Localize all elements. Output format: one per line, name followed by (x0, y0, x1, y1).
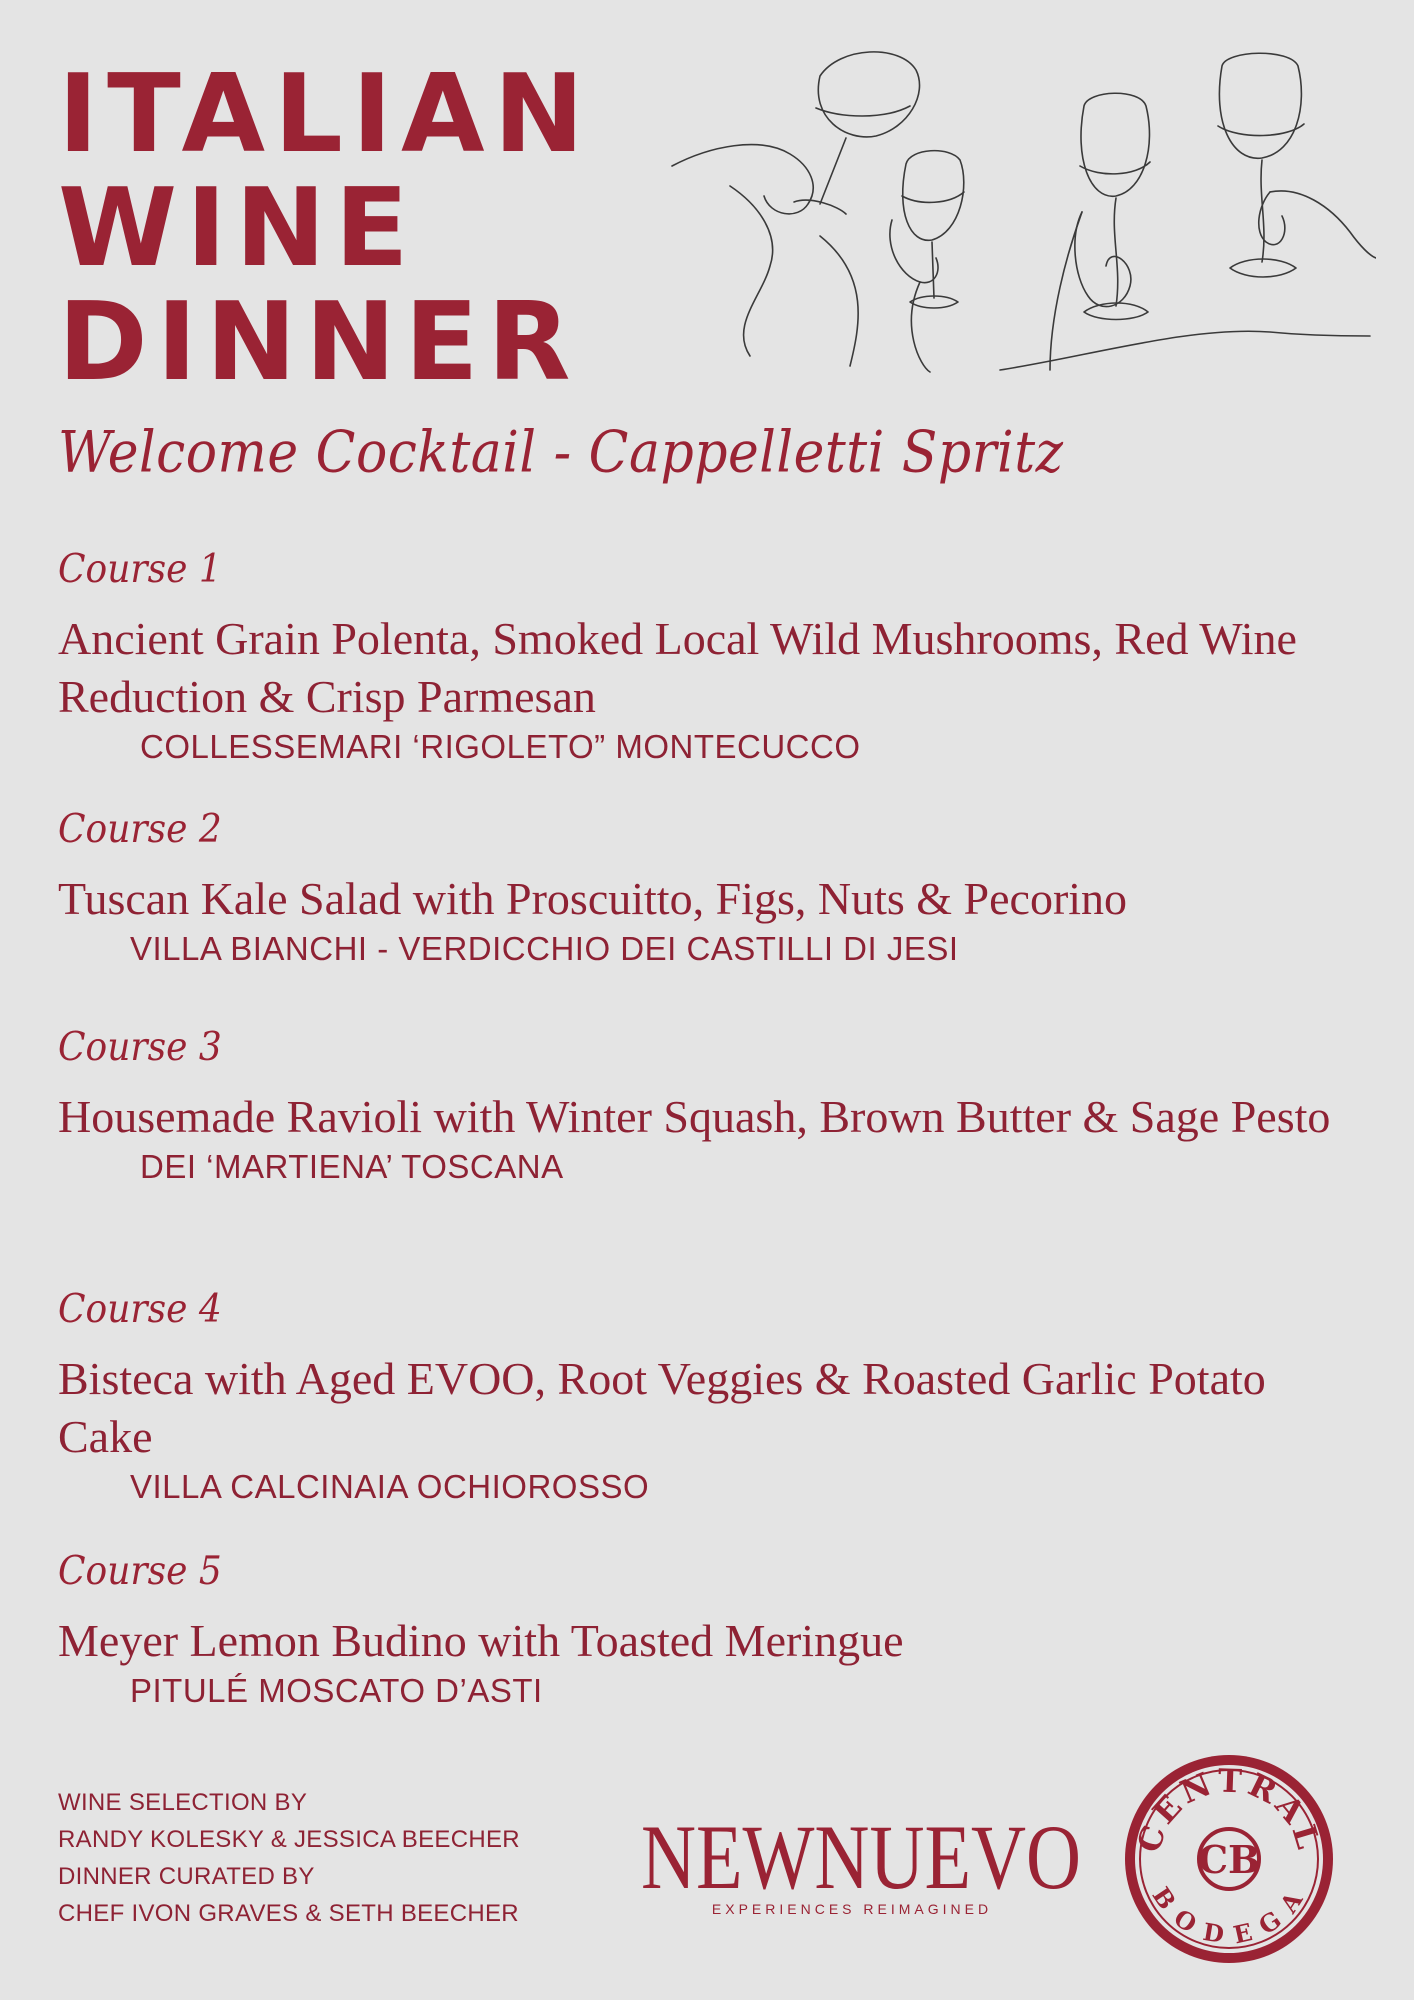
course-label: Course 3 (58, 1024, 222, 1070)
menu-title (58, 52, 594, 405)
credits-line: WINE SELECTION BY (58, 1789, 308, 1816)
credits-line: CHEF IVON GRAVES & SETH BEECHER (58, 1900, 519, 1927)
course-dish: Housemade Ravioli with Winter Squash, Brown Butter & Sage Pesto (58, 1091, 1331, 1142)
course-wine: COLLESSEMARI ‘RIGOLETO” MONTECUCCO (140, 728, 861, 765)
newnuevo-logo-name: NEWNUEVO (641, 1806, 1081, 1908)
credits-line: DINNER CURATED BY (58, 1863, 315, 1890)
course-label: Course 4 (58, 1286, 222, 1332)
central-bodega-logo (1122, 1752, 1336, 1966)
course-label: Course 1 (58, 546, 222, 592)
central-logo-monogram: CB (1197, 1837, 1261, 1882)
course-dish: Bisteca with Aged EVOO, Root Veggies & Roasted Garlic Potato Cake (58, 1353, 1266, 1462)
wine-glass-icon (902, 151, 964, 308)
welcome-cocktail: Welcome Cocktail - Cappelletti Spritz (58, 420, 1064, 486)
course-label: Course 5 (58, 1548, 222, 1594)
central-logo-top-text: CENTRAL (1129, 1761, 1329, 1857)
course-wine: PITULÉ MOSCATO D’ASTI (130, 1672, 543, 1709)
course-4 (58, 1288, 1358, 1506)
course-dish: Tuscan Kale Salad with Proscuitto, Figs, Nuts & Pecorino (58, 873, 1128, 924)
wine-glass-icon (1218, 53, 1304, 277)
credits-line: RANDY KOLESKY & JESSICA BEECHER (58, 1826, 520, 1853)
credits (58, 1784, 520, 1932)
course-label: Course 2 (58, 806, 222, 852)
course-1 (58, 548, 1358, 766)
course-dish: Meyer Lemon Budino with Toasted Meringue (58, 1615, 904, 1666)
course-wine: DEI ‘MARTIENA’ TOSCANA (140, 1148, 564, 1185)
course-dish: Ancient Grain Polenta, Smoked Local Wild Mushrooms, Red Wine Reduction & Crisp Parmesan (58, 613, 1297, 722)
newnuevo-logo (636, 1800, 1086, 1930)
course-5 (58, 1550, 1358, 1710)
course-3 (58, 1026, 1358, 1186)
title-line-3: DINNER (58, 280, 580, 405)
course-wine: VILLA BIANCHI - VERDICCHIO DEI CASTILLI DI JESI (130, 930, 959, 967)
central-logo-bottom-text: BODEGA (1146, 1881, 1312, 1950)
course-wine: VILLA CALCINAIA OCHIOROSSO (130, 1468, 650, 1505)
newnuevo-logo-tagline: EXPERIENCES REIMAGINED (711, 1901, 993, 1917)
course-2 (58, 808, 1358, 968)
title-line-1: ITALIAN (58, 52, 594, 177)
wine-glass-icon (1080, 93, 1150, 319)
title-line-2: WINE (58, 166, 418, 291)
wine-glasses-toast-illustration (670, 36, 1376, 376)
